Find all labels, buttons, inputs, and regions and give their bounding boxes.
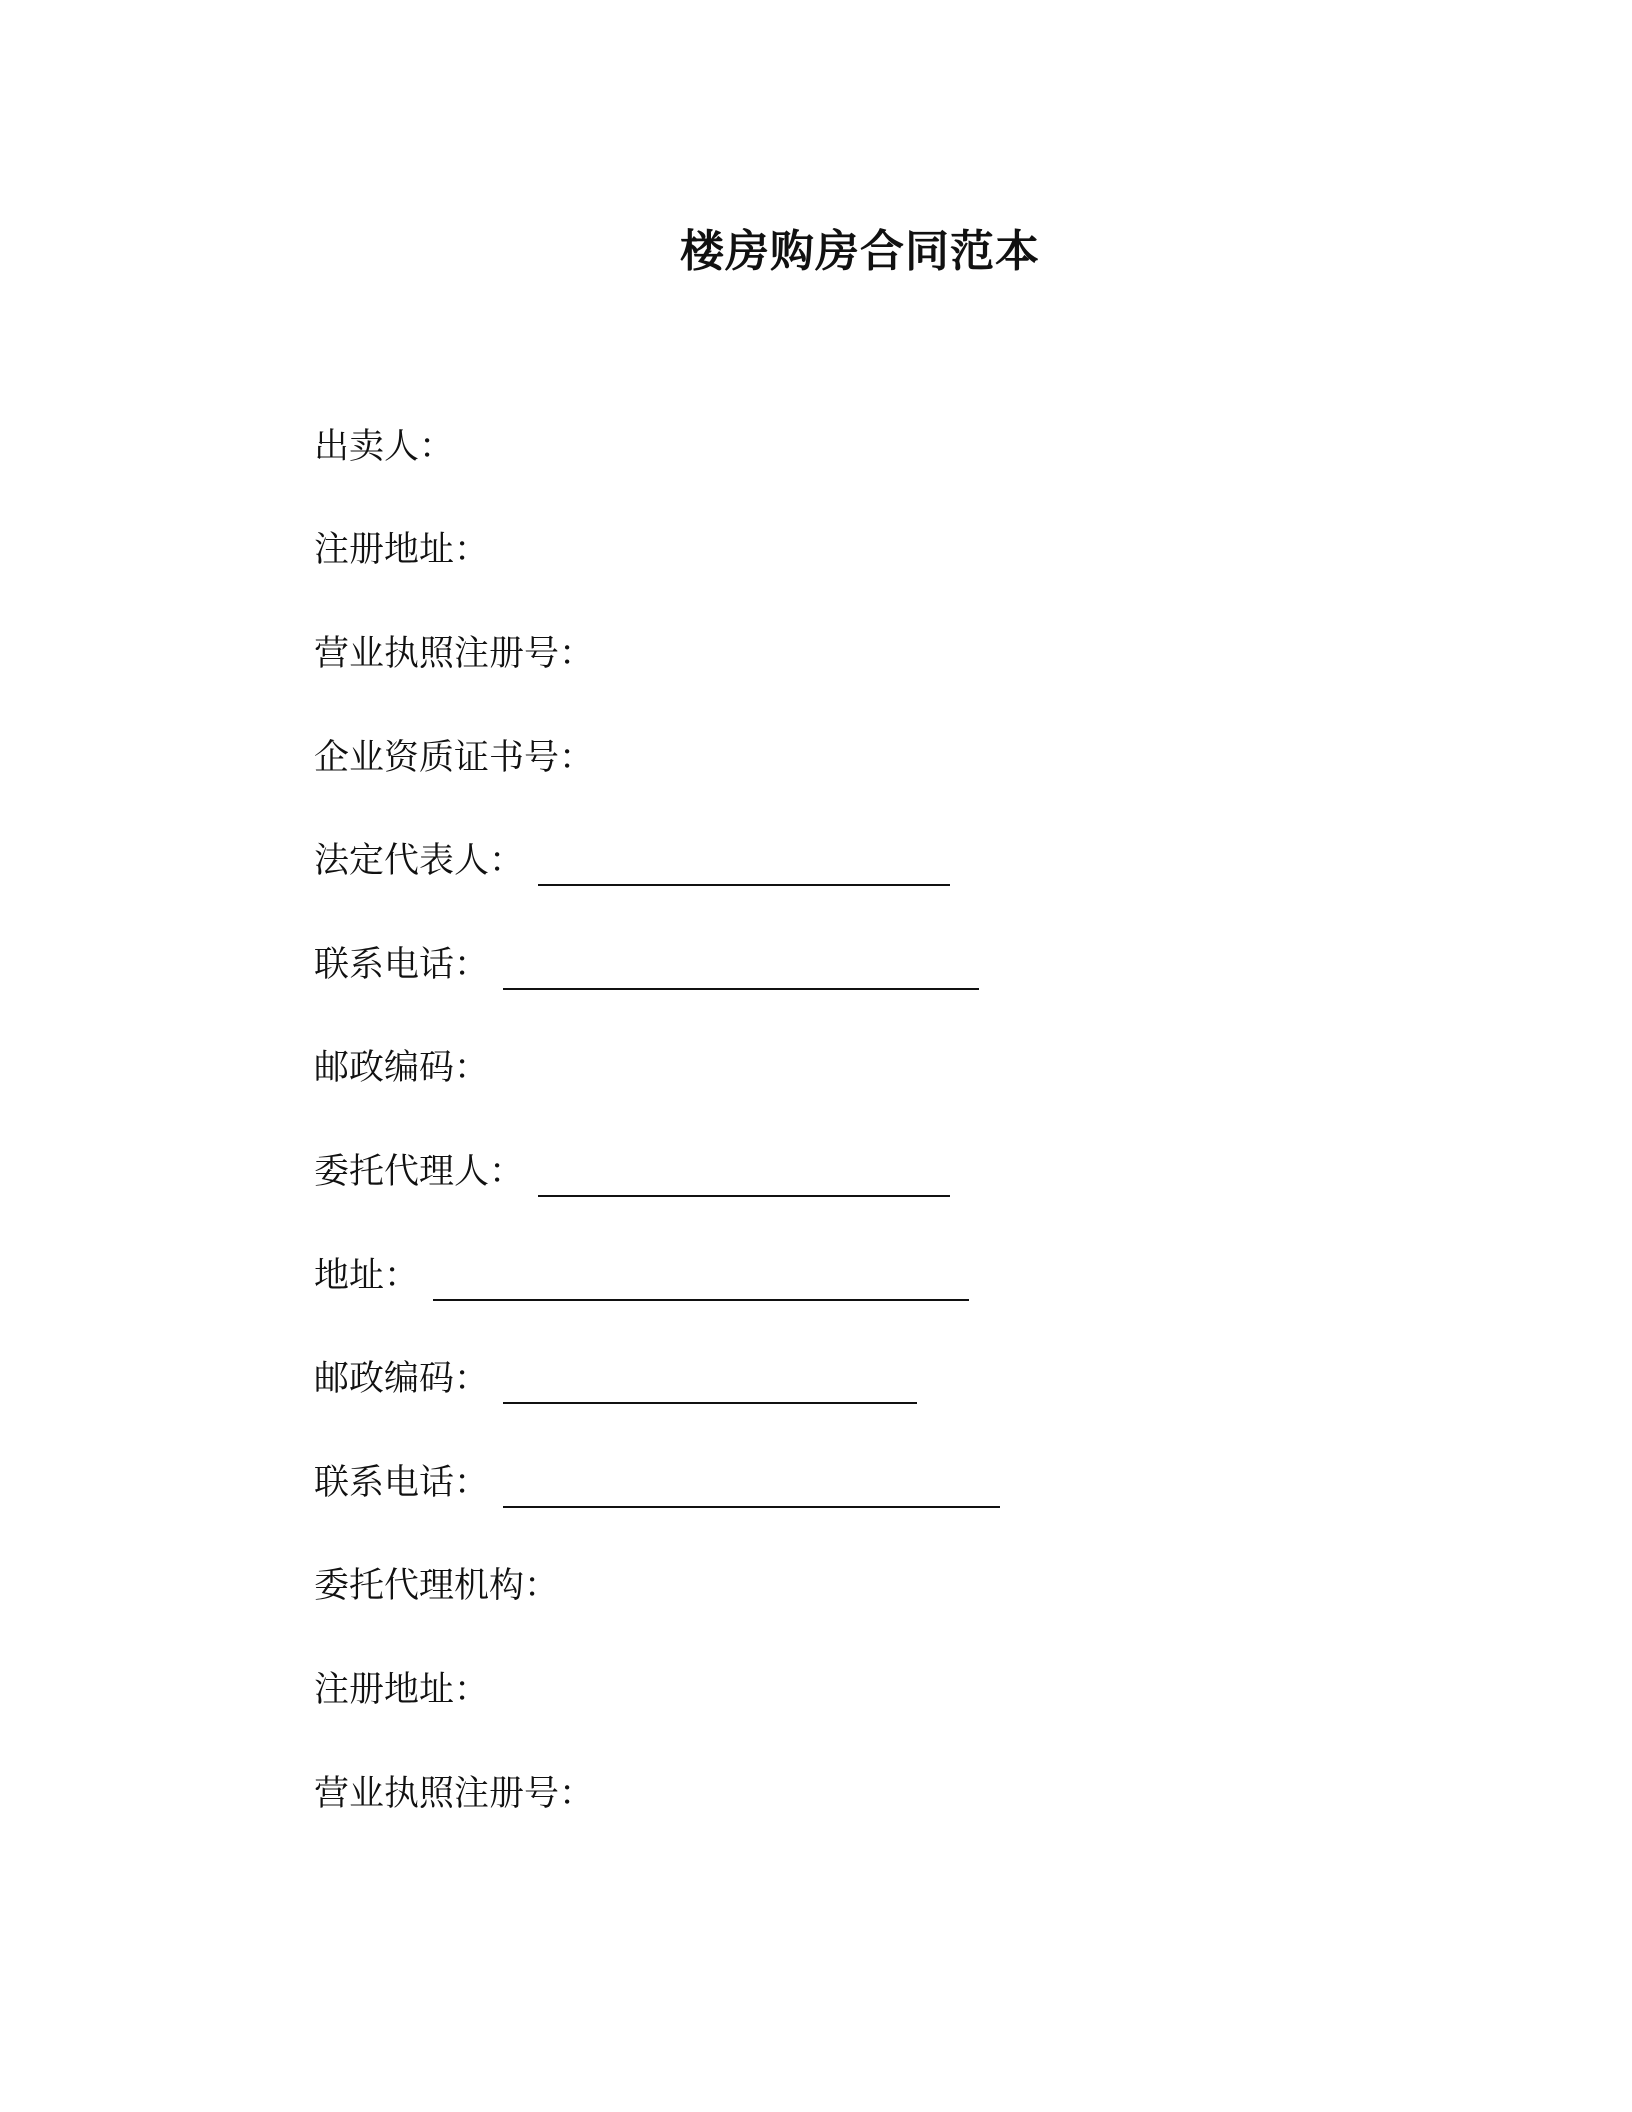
field-label: 注册地址：	[314, 1669, 490, 1710]
fill-in-blank-line	[503, 1374, 917, 1404]
field-row-registered-address	[314, 499, 1414, 603]
field-label: 法定代表人：	[314, 841, 525, 882]
fill-in-blank-line	[503, 1478, 1000, 1508]
contract-party-fields	[314, 395, 1414, 1845]
field-row-phone	[314, 913, 1414, 1017]
document-title: 楼房购房合同范本	[680, 226, 1040, 277]
fill-in-blank-line	[433, 1271, 969, 1301]
field-label: 注册地址：	[314, 530, 490, 571]
field-row-agency	[314, 1535, 1414, 1639]
field-label: 出卖人：	[314, 426, 455, 467]
field-label: 企业资质证书号：	[314, 737, 595, 778]
field-row-address	[314, 1224, 1414, 1328]
field-row-qualification-certificate	[314, 706, 1414, 810]
field-row-agency-registered-address	[314, 1638, 1414, 1742]
fill-in-blank-line	[503, 960, 979, 990]
field-label: 联系电话：	[314, 944, 490, 985]
field-label: 地址：	[314, 1255, 420, 1296]
field-row-postal-code	[314, 1017, 1414, 1121]
field-row-agency-business-license	[314, 1742, 1414, 1846]
field-label: 委托代理人：	[314, 1151, 525, 1192]
field-row-legal-representative	[314, 809, 1414, 913]
field-row-seller	[314, 395, 1414, 499]
field-label: 联系电话：	[314, 1462, 490, 1503]
field-label: 委托代理机构：	[314, 1566, 560, 1607]
field-row-agent-postal-code	[314, 1327, 1414, 1431]
field-label: 营业执照注册号：	[314, 633, 595, 674]
field-label: 邮政编码：	[314, 1359, 490, 1400]
field-row-business-license	[314, 602, 1414, 706]
field-label: 邮政编码：	[314, 1048, 490, 1089]
field-row-agent-phone	[314, 1431, 1414, 1535]
fill-in-blank-line	[538, 1167, 950, 1197]
field-label: 营业执照注册号：	[314, 1773, 595, 1814]
fill-in-blank-line	[538, 856, 950, 886]
field-row-authorized-agent	[314, 1120, 1414, 1224]
